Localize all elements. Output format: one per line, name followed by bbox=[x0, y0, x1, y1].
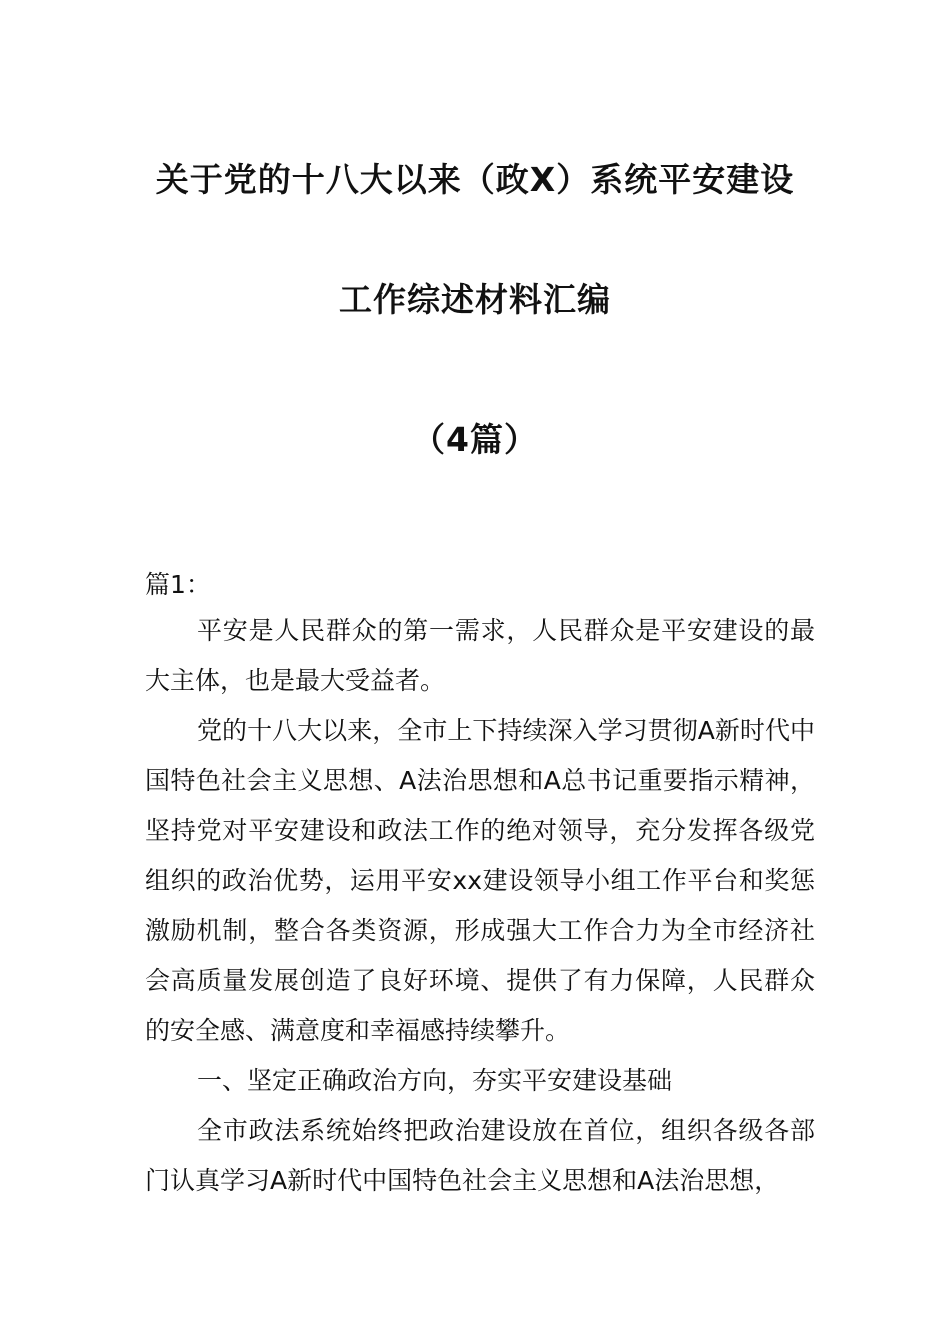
section-heading-1: 一、坚定正确政治方向，夯实平安建设基础 bbox=[197, 1066, 673, 1095]
paragraph-3: 全市政法系统始终把政治建设放在首位，组织各级各部门认真学习A新时代中国特色社会主义思想和A法治思想， bbox=[145, 1116, 815, 1195]
document-title-line-2: 工作综述材料汇编 bbox=[339, 280, 611, 319]
paragraph-1: 平安是人民群众的第一需求，人民群众是平安建设的最大主体，也是最大受益者。 bbox=[145, 616, 815, 695]
paragraph-2: 党的十八大以来，全市上下持续深入学习贯彻A新时代中国特色社会主义思想、A法治思想和A总书记重要指示精神，坚持党对平安建设和政法工作的绝对领导，充分发挥各级党组织的政治优势，运用平安xx建设领导小组工作平台和奖惩激励机制，整合各类资源，形成强大工作合力为全市经济社会高质量发展创造了良好环境、提供了有力保障，人民群众的安全感、满意度和幸福感持续攀升。 bbox=[145, 716, 815, 1045]
section-label: 篇1： bbox=[145, 570, 211, 599]
document-body bbox=[145, 606, 815, 1206]
document-title-line-1: 关于党的十八大以来（政X）系统平安建设 bbox=[155, 160, 795, 199]
document-title-count: （4篇） bbox=[412, 420, 538, 459]
